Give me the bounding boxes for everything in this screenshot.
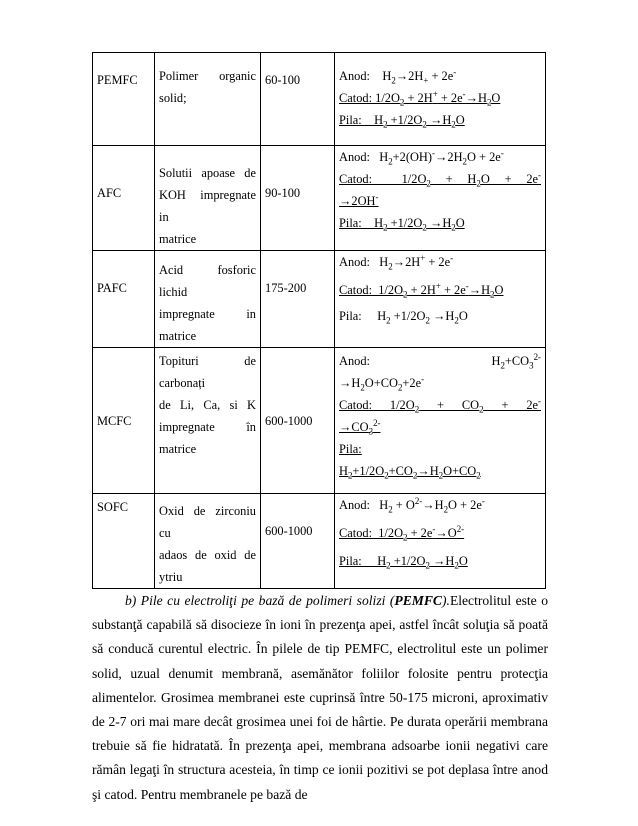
table-row-afc [93, 146, 546, 251]
cell-electrolyte: Solutii apoase de KOH impregnate in matrice [155, 146, 261, 251]
cell-reactions [335, 146, 546, 251]
cell-type: MCFC [93, 348, 155, 494]
table-row-pemfc [93, 53, 546, 146]
cell-type: AFC [93, 146, 155, 251]
cell-reactions [335, 251, 546, 348]
reaction-cathode: Catod: $1/2O_2 + 2e^-\to O^{2-}$ [339, 523, 465, 543]
reaction-anode: Anod: $H_2 + O^{2-}\to H_2O + 2e^-$ [339, 495, 485, 515]
table-row-pafc [93, 251, 546, 348]
cell-temperature: 600-1000 [261, 348, 335, 494]
reaction-cathode: Catod: $1/2O_2 + 2H^+ + 2e^-\to H_2O$ [339, 280, 504, 300]
cell-temperature: 175-200 [261, 251, 335, 348]
cell-type: SOFC [93, 494, 155, 589]
reaction-cell: Pila: $H_2 +1/2O_2 \to H_2O$ [339, 309, 468, 326]
cell-reactions [335, 53, 546, 146]
reaction-anode: Anod: $H_2\to 2H^+ + 2e^-$ [339, 252, 454, 272]
cell-electrolyte: Topituri de carbonați de Li, Ca, si K impregnate în matrice [155, 348, 261, 494]
cell-electrolyte: Oxid de zirconiu cu adaos de oxid de ytriu [155, 494, 261, 589]
cell-temperature: 60-100 [261, 53, 335, 146]
table-row-mcfc [93, 348, 546, 494]
reaction-cathode-cont: →2OH- [339, 191, 379, 208]
cell-reactions [335, 494, 546, 589]
reaction-cell: Pila: $H_2 +1/2O_2 \to H_2O$ [339, 113, 465, 130]
reaction-cell: $H_2+1/2O_2+CO_2\to H_2O+CO_2$ [339, 464, 481, 481]
cell-type: PEMFC [93, 53, 155, 146]
cell-electrolyte: Polimer organic solid; [155, 53, 261, 146]
fuel-cell-table [92, 52, 546, 589]
reaction-cell-label: Pila: [339, 442, 362, 456]
reaction-anode: Anod: $H_2+2(OH)^-\to 2H_2O + 2e^-$ [339, 147, 504, 167]
reaction-anode: Anod: $H_2+CO_3^{2-}$ [339, 351, 541, 371]
reaction-cell: Pila: $H_2 +1/2O_2 \to H_2O$ [339, 216, 465, 233]
table-row-sofc [93, 494, 546, 589]
cell-temperature: 90-100 [261, 146, 335, 251]
paragraph-heading: b) Pile cu electroliţi pe bază de polimeri solizi (PEMFC). [125, 593, 450, 608]
reaction-cathode: Catod: $1/2O_2 + H_2O + 2e^-$ [339, 169, 542, 189]
body-paragraph [92, 589, 548, 807]
cell-type: PAFC [93, 251, 155, 348]
paragraph-text: Electrolitul este o substanţă capabilă să disocieze în ioni în prezenţa apei, astfel încât soluţia să poată să conducă curentul electric. În pilele de tip PEMFC, electrolitul este un polimer solid, uzual denumit membrană, asemănător foliilor folosite pentru protecţia alimentelor. Grosimea membranei este cuprinsă între 50-175 microni, aproximativ de 2-7 ori mai mare decât grosimea unei foi de hârtie. Pe durata operării membrana trebuie să fie hidratată. În prezenţa apei, membrana adsoarbe ionii negativi care rămân legaţi în structura acesteia, în timp ce ionii pozitivi se pot deplasa între anod şi catod. Pentru membranele pe bază de [92, 593, 548, 802]
cell-electrolyte: Acid fosforic lichid impregnate in matrice [155, 251, 261, 348]
cell-reactions [335, 348, 546, 494]
reaction-cell: Pila: $H_2 +1/2O_2 \to H_2O$ [339, 554, 468, 571]
cell-temperature: 600-1000 [261, 494, 335, 589]
reaction-cathode: Catod: $1/2O_2 + CO_2 + 2e^-$ [339, 395, 541, 415]
reaction-cathode: Catod: $1/2O_2 + 2H^+ + 2e^-\to H_2O$ [339, 88, 501, 108]
reaction-anode-cont: $\to H_2O+CO_2+2e^-$ [339, 373, 425, 393]
reaction-anode: Anod: $H_2\to 2H_+ + 2e^-$ [339, 66, 457, 86]
reaction-cathode-cont: $\to CO_3^{2-}$ [339, 417, 381, 437]
